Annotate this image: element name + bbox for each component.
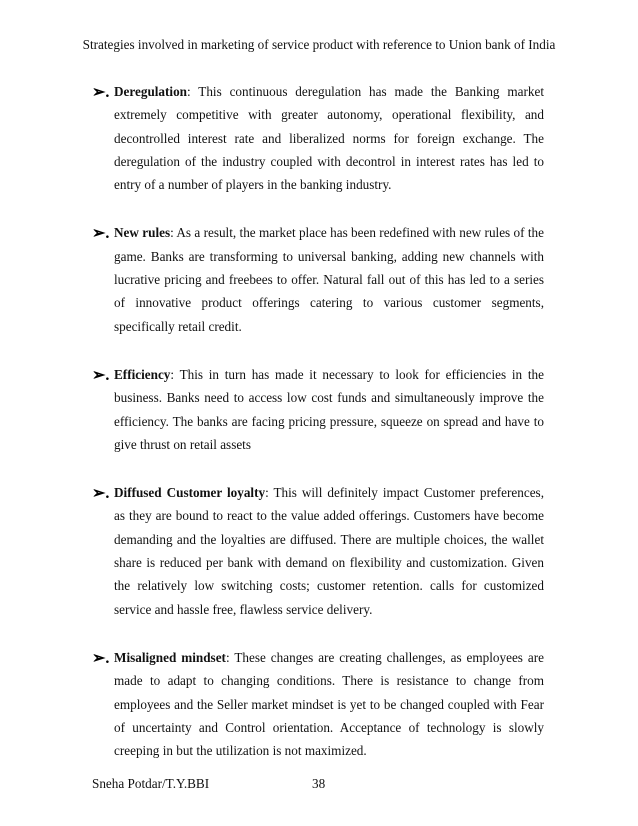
- paragraph: [92, 481, 544, 621]
- paragraph: [92, 221, 544, 337]
- item-term: Efficiency: [114, 366, 171, 382]
- list-item-deregulation: [92, 80, 544, 196]
- document-body: [92, 80, 544, 787]
- arrow-bullet-icon: ➢.: [92, 366, 110, 384]
- list-item-efficiency: [92, 363, 544, 456]
- item-body: : As a result, the market place has been redefined with new rules of the game. Banks are transforming to universal banking, adding new channels with lucrative pricing and freebees to offer. Natural fall out of this has led to a series of innovative product offerings catering to various customer segments, specifically retail credit.: [114, 225, 544, 334]
- item-term: New rules: [114, 225, 171, 241]
- arrow-bullet-icon: ➢.: [92, 649, 110, 667]
- item-term: Deregulation: [114, 84, 188, 99]
- list-item-misaligned-mindset: [92, 646, 544, 762]
- list-item-new-rules: [92, 221, 544, 337]
- paragraph: [92, 646, 544, 762]
- arrow-bullet-icon: ➢.: [92, 485, 110, 503]
- item-body: : This will definitely impact Customer preferences, as they are bound to react to the value added offerings. Customers have become demanding and the loyalties are diffused. There are multiple choices, the wallet share is reduced per bank with demand on flexibility and customization. Given the relatively low switching costs; customer retention. calls for customized service and hassle free, flawless service delivery.: [114, 485, 544, 617]
- item-body: : This continuous deregulation has made the Banking market extremely competitive with greater autonomy, operational flexibility, and decontrolled interest rate and liberalized norms for foreign exchange. The deregulation of the industry coupled with decontrol in interest rates has led to entry of a number of players in the banking industry.: [114, 84, 544, 193]
- paragraph: [92, 80, 544, 196]
- arrow-bullet-icon: ➢.: [92, 225, 110, 243]
- paragraph: [92, 363, 544, 456]
- arrow-bullet-icon: ➢.: [92, 84, 110, 101]
- item-body: : This in turn has made it necessary to look for efficiencies in the business. Banks need to access low cost funds and simultaneously improve the efficiency. The banks are facing pricing pressure, squeeze on spread and have to give thrust on retail assets: [114, 366, 544, 452]
- page-header: Strategies involved in marketing of service product with reference to Union bank of India: [82, 37, 556, 52]
- list-item-diffused-customer-loyalty: [92, 481, 544, 621]
- item-term: Diffused Customer loyalty: [114, 485, 266, 501]
- page-number: 38: [312, 776, 326, 791]
- footer-author: Sneha Potdar/T.Y.BBI: [92, 776, 210, 791]
- item-term: Misaligned mindset: [114, 649, 226, 665]
- item-body: : These changes are creating challenges, as employees are made to adapt to changing conditions. There is resistance to change from employees and the Seller market mindset is yet to be changed coupled with Fear of uncertainty and Control orientation. Acceptance of technology is slowly creeping in but the utilization is not maximized.: [114, 649, 544, 759]
